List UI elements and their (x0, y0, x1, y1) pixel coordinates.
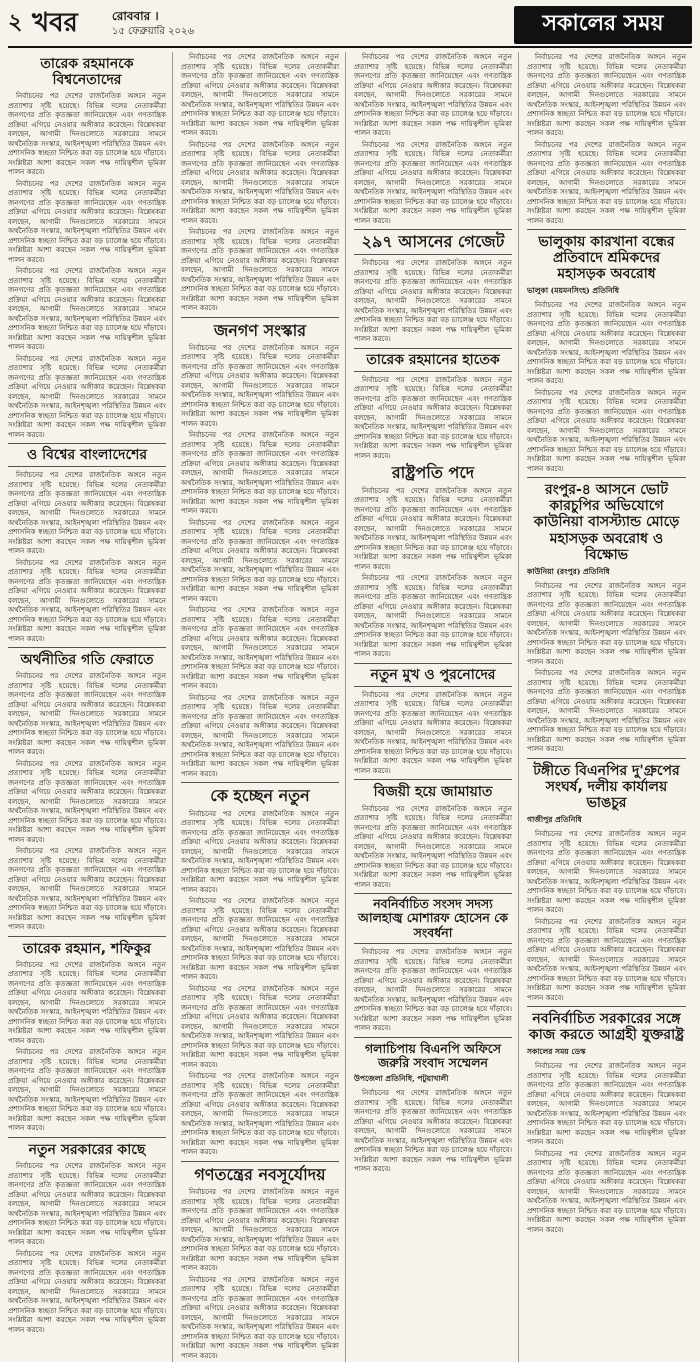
article-text: নির্বাচনের পর দেশের রাজনৈতিক অঙ্গনে নতুন প্রত্যাশার সৃষ্টি হয়েছে। বিভিন্ন দলের নেতাকর্মীরা জনগণের প্রতি কৃতজ্ঞতা জানিয়েছেন এবং গণতান্ত্রিক প্রক্রিয়া এগিয়ে নেওয়ার অঙ্গীকার করেছেন। বিশ্লেষকরা বলছেন, আগামী দিনগুলোতে সরকারের সামনে অর্থনৈতিক সংস্কার, আইনশৃঙ্খলা পরিস্থিতির উন্নয়ন এবং প্রশাসনিক স্বচ্ছতা নিশ্চিত করা বড় চ্যালেঞ্জ হয়ে দাঁড়াবে। সংশ্লিষ্টরা আশা করছেন সকল পক্ষ দায়িত্বশীল ভূমিকা পালন করবে। (8, 959, 166, 1045)
article-text: নির্বাচনের পর দেশের রাজনৈতিক অঙ্গনে নতুন প্রত্যাশার সৃষ্টি হয়েছে। বিভিন্ন দলের নেতাকর্মীরা জনগণের প্রতি কৃতজ্ঞতা জানিয়েছেন এবং গণতান্ত্রিক প্রক্রিয়া এগিয়ে নেওয়ার অঙ্গীকার করেছেন। বিশ্লেষকরা বলছেন, আগামী দিনগুলোতে সরকারের সামনে অর্থনৈতিক সংস্কার, আইনশৃঙ্খলা পরিস্থিতির উন্নয়ন এবং প্রশাসনিক স্বচ্ছতা নিশ্চিত করা বড় চ্যালেঞ্জ হয়ে দাঁড়াবে। সংশ্লিষ্টরা আশা করছেন সকল পক্ষ দায়িত্বশীল ভূমিকা পালন করবে। (354, 947, 512, 1033)
article-text: নির্বাচনের পর দেশের রাজনৈতিক অঙ্গনে নতুন প্রত্যাশার সৃষ্টি হয়েছে। বিভিন্ন দলের নেতাকর্মীরা জনগণের প্রতি কৃতজ্ঞতা জানিয়েছেন এবং গণতান্ত্রিক প্রক্রিয়া এগিয়ে নেওয়ার অঙ্গীকার করেছেন। বিশ্লেষকরা বলছেন, আগামী দিনগুলোতে সরকারের সামনে অর্থনৈতিক সংস্কার, আইনশৃঙ্খলা পরিস্থিতির উন্নয়ন এবং প্রশাসনিক স্বচ্ছতা নিশ্চিত করা বড় চ্যালেঞ্জ হয়ে দাঁড়াবে। সংশ্লিষ্টরা আশা করছেন সকল পক্ষ দায়িত্বশীল ভূমিকা পালন করবে। (354, 374, 512, 460)
headline: টঙ্গীতে বিএনপির দু'গ্রুপের সংঘর্ষ, দলীয় কার্যালয় ভাঙচুর (527, 758, 686, 811)
article-text: নির্বাচনের পর দেশের রাজনৈতিক অঙ্গনে নতুন প্রত্যাশার সৃষ্টি হয়েছে। বিভিন্ন দলের নেতাকর্মীরা জনগণের প্রতি কৃতজ্ঞতা জানিয়েছেন এবং গণতান্ত্রিক প্রক্রিয়া এগিয়ে নেওয়ার অঙ্গীকার করেছেন। বিশ্লেষকরা বলছেন, আগামী দিনগুলোতে সরকারের সামনে অর্থনৈতিক সংস্কার, আইনশৃঙ্খলা পরিস্থিতির উন্নয়ন এবং প্রশাসনিক স্বচ্ছতা নিশ্চিত করা বড় চ্যালেঞ্জ হয়ে দাঁড়াবে। সংশ্লিষ্টরা আশা করছেন সকল পক্ষ দায়িত্বশীল ভূমিকা পালন করবে। (527, 300, 686, 386)
article-text: নির্বাচনের পর দেশের রাজনৈতিক অঙ্গনে নতুন প্রত্যাশার সৃষ্টি হয়েছে। বিভিন্ন দলের নেতাকর্মীরা জনগণের প্রতি কৃতজ্ঞতা জানিয়েছেন এবং গণতান্ত্রিক প্রক্রিয়া এগিয়ে নেওয়ার অঙ্গীকার করেছেন। বিশ্লেষকরা বলছেন, আগামী দিনগুলোতে সরকারের সামনে অর্থনৈতিক সংস্কার, আইনশৃঙ্খলা পরিস্থিতির উন্নয়ন এবং প্রশাসনিক স্বচ্ছতা নিশ্চিত করা বড় চ্যালেঞ্জ হয়ে দাঁড়াবে। সংশ্লিষ্টরা আশা করছেন সকল পক্ষ দায়িত্বশীল ভূমিকা পালন করবে। (8, 470, 166, 556)
article-text: নির্বাচনের পর দেশের রাজনৈতিক অঙ্গনে নতুন প্রত্যাশার সৃষ্টি হয়েছে। বিভিন্ন দলের নেতাকর্মীরা জনগণের প্রতি কৃতজ্ঞতা জানিয়েছেন এবং গণতান্ত্রিক প্রক্রিয়া এগিয়ে নেওয়ার অঙ্গীকার করেছেন। বিশ্লেষকরা বলছেন, আগামী দিনগুলোতে সরকারের সামনে অর্থনৈতিক সংস্কার, আইনশৃঙ্খলা পরিস্থিতির উন্নয়ন এবং প্রশাসনিক স্বচ্ছতা নিশ্চিত করা বড় চ্যালেঞ্জ হয়ে দাঁড়াবে। সংশ্লিষ্টরা আশা করছেন সকল পক্ষ দায়িত্বশীল ভূমিকা পালন করবে। (8, 846, 166, 932)
article-text: নির্বাচনের পর দেশের রাজনৈতিক অঙ্গনে নতুন প্রত্যাশার সৃষ্টি হয়েছে। বিভিন্ন দলের নেতাকর্মীরা জনগণের প্রতি কৃতজ্ঞতা জানিয়েছেন এবং গণতান্ত্রিক প্রক্রিয়া এগিয়ে নেওয়ার অঙ্গীকার করেছেন। বিশ্লেষকরা বলছেন, আগামী দিনগুলোতে সরকারের সামনে অর্থনৈতিক সংস্কার, আইনশৃঙ্খলা পরিস্থিতির উন্নয়ন এবং প্রশাসনিক স্বচ্ছতা নিশ্চিত করা বড় চ্যালেঞ্জ হয়ে দাঁড়াবে। সংশ্লিষ্টরা আশা করছেন সকল পক্ষ দায়িত্বশীল ভূমিকা পালন করবে। (181, 430, 339, 516)
headline: গণতন্ত্রের নবসূর্যোদয় (181, 1161, 339, 1184)
column-2 (181, 52, 346, 1362)
headline: নবনির্বাচিত সরকারের সঙ্গে কাজ করতে আগ্রহী যুক্তরাষ্ট্র (527, 1006, 686, 1043)
article-text: নির্বাচনের পর দেশের রাজনৈতিক অঙ্গনে নতুন প্রত্যাশার সৃষ্টি হয়েছে। বিভিন্ন দলের নেতাকর্মীরা জনগণের প্রতি কৃতজ্ঞতা জানিয়েছেন এবং গণতান্ত্রিক প্রক্রিয়া এগিয়ে নেওয়ার অঙ্গীকার করেছেন। বিশ্লেষকরা বলছেন, আগামী দিনগুলোতে সরকারের সামনে অর্থনৈতিক সংস্কার, আইনশৃঙ্খলা পরিস্থিতির উন্নয়ন এবং প্রশাসনিক স্বচ্ছতা নিশ্চিত করা বড় চ্যালেঞ্জ হয়ে দাঁড়াবে। সংশ্লিষ্টরা আশা করছেন সকল পক্ষ দায়িত্বশীল ভূমিকা পালন করবে। (181, 983, 339, 1069)
headline: তারেক রহমানকে বিশ্বনেতাদের (40, 56, 134, 89)
article-text: নির্বাচনের পর দেশের রাজনৈতিক অঙ্গনে নতুন প্রত্যাশার সৃষ্টি হয়েছে। বিভিন্ন দলের নেতাকর্মীরা জনগণের প্রতি কৃতজ্ঞতা জানিয়েছেন এবং গণতান্ত্রিক প্রক্রিয়া এগিয়ে নেওয়ার অঙ্গীকার করেছেন। বিশ্লেষকরা বলছেন, আগামী দিনগুলোতে সরকারের সামনে অর্থনৈতিক সংস্কার, আইনশৃঙ্খলা পরিস্থিতির উন্নয়ন এবং প্রশাসনিক স্বচ্ছতা নিশ্চিত করা বড় চ্যালেঞ্জ হয়ে দাঁড়াবে। সংশ্লিষ্টরা আশা করছেন সকল পক্ষ দায়িত্বশীল ভূমিকা পালন করবে। (354, 1088, 512, 1174)
article-text: নির্বাচনের পর দেশের রাজনৈতিক অঙ্গনে নতুন প্রত্যাশার সৃষ্টি হয়েছে। বিভিন্ন দলের নেতাকর্মীরা জনগণের প্রতি কৃতজ্ঞতা জানিয়েছেন এবং গণতান্ত্রিক প্রক্রিয়া এগিয়ে নেওয়ার অঙ্গীকার করেছেন। বিশ্লেষকরা বলছেন, আগামী দিনগুলোতে সরকারের সামনে অর্থনৈতিক সংস্কার, আইনশৃঙ্খলা পরিস্থিতির উন্নয়ন এবং প্রশাসনিক স্বচ্ছতা নিশ্চিত করা বড় চ্যালেঞ্জ হয়ে দাঁড়াবে। সংশ্লিষ্টরা আশা করছেন সকল পক্ষ দায়িত্বশীল ভূমিকা পালন করবে। (8, 178, 166, 264)
headline: জনগণ সংস্কার (181, 317, 339, 340)
article-text: নির্বাচনের পর দেশের রাজনৈতিক অঙ্গনে নতুন প্রত্যাশার সৃষ্টি হয়েছে। বিভিন্ন দলের নেতাকর্মীরা জনগণের প্রতি কৃতজ্ঞতা জানিয়েছেন এবং গণতান্ত্রিক প্রক্রিয়া এগিয়ে নেওয়ার অঙ্গীকার করেছেন। বিশ্লেষকরা বলছেন, আগামী দিনগুলোতে সরকারের সামনে অর্থনৈতিক সংস্কার, আইনশৃঙ্খলা পরিস্থিতির উন্নয়ন এবং প্রশাসনিক স্বচ্ছতা নিশ্চিত করা বড় চ্যালেঞ্জ হয়ে দাঁড়াবে। সংশ্লিষ্টরা আশা করছেন সকল পক্ষ দায়িত্বশীল ভূমিকা পালন করবে। (527, 668, 686, 754)
article-text: নির্বাচনের পর দেশের রাজনৈতিক অঙ্গনে নতুন প্রত্যাশার সৃষ্টি হয়েছে। বিভিন্ন দলের নেতাকর্মীরা জনগণের প্রতি কৃতজ্ঞতা জানিয়েছেন এবং গণতান্ত্রিক প্রক্রিয়া এগিয়ে নেওয়ার অঙ্গীকার করেছেন। বিশ্লেষকরা বলছেন, আগামী দিনগুলোতে সরকারের সামনে অর্থনৈতিক সংস্কার, আইনশৃঙ্খলা পরিস্থিতির উন্নয়ন এবং প্রশাসনিক স্বচ্ছতা নিশ্চিত করা বড় চ্যালেঞ্জ হয়ে দাঁড়াবে। সংশ্লিষ্টরা আশা করছেন সকল পক্ষ দায়িত্বশীল ভূমিকা পালন করবে। (8, 758, 166, 844)
byline: কাউনিয়া (রংপুর) প্রতিনিধি (527, 566, 610, 576)
byline: গাজীপুর প্রতিনিধি (527, 815, 582, 825)
article-text: নির্বাচনের পর দেশের রাজনৈতিক অঙ্গনে নতুন প্রত্যাশার সৃষ্টি হয়েছে। বিভিন্ন দলের নেতাকর্মীরা জনগণের প্রতি কৃতজ্ঞতা জানিয়েছেন এবং গণতান্ত্রিক প্রক্রিয়া এগিয়ে নেওয়ার অঙ্গীকার করেছেন। বিশ্লেষকরা বলছেন, আগামী দিনগুলোতে সরকারের সামনে অর্থনৈতিক সংস্কার, আইনশৃঙ্খলা পরিস্থিতির উন্নয়ন এবং প্রশাসনিক স্বচ্ছতা নিশ্চিত করা বড় চ্যালেঞ্জ হয়ে দাঁড়াবে। সংশ্লিষ্টরা আশা করছেন সকল পক্ষ দায়িত্বশীল ভূমিকা পালন করবে। (354, 139, 512, 225)
article-text: নির্বাচনের পর দেশের রাজনৈতিক অঙ্গনে নতুন প্রত্যাশার সৃষ্টি হয়েছে। বিভিন্ন দলের নেতাকর্মীরা জনগণের প্রতি কৃতজ্ঞতা জানিয়েছেন এবং গণতান্ত্রিক প্রক্রিয়া এগিয়ে নেওয়ার অঙ্গীকার করেছেন। বিশ্লেষকরা বলছেন, আগামী দিনগুলোতে সরকারের সামনে অর্থনৈতিক সংস্কার, আইনশৃঙ্খলা পরিস্থিতির উন্নয়ন এবং প্রশাসনিক স্বচ্ছতা নিশ্চিত করা বড় চ্যালেঞ্জ হয়ে দাঁড়াবে। সংশ্লিষ্টরা আশা করছেন সকল পক্ষ দায়িত্বশীল ভূমিকা পালন করবে। (181, 896, 339, 982)
masthead (8, 6, 692, 48)
article-text: নির্বাচনের পর দেশের রাজনৈতিক অঙ্গনে নতুন প্রত্যাশার সৃষ্টি হয়েছে। বিভিন্ন দলের নেতাকর্মীরা জনগণের প্রতি কৃতজ্ঞতা জানিয়েছেন এবং গণতান্ত্রিক প্রক্রিয়া এগিয়ে নেওয়ার অঙ্গীকার করেছেন। বিশ্লেষকরা বলছেন, আগামী দিনগুলোতে সরকারের সামনে অর্থনৈতিক সংস্কার, আইনশৃঙ্খলা পরিস্থিতির উন্নয়ন এবং প্রশাসনিক স্বচ্ছতা নিশ্চিত করা বড় চ্যালেঞ্জ হয়ে দাঁড়াবে। সংশ্লিষ্টরা আশা করছেন সকল পক্ষ দায়িত্বশীল ভূমিকা পালন করবে। (8, 671, 166, 757)
article-text: নির্বাচনের পর দেশের রাজনৈতিক অঙ্গনে নতুন প্রত্যাশার সৃষ্টি হয়েছে। বিভিন্ন দলের নেতাকর্মীরা জনগণের প্রতি কৃতজ্ঞতা জানিয়েছেন এবং গণতান্ত্রিক প্রক্রিয়া এগিয়ে নেওয়ার অঙ্গীকার করেছেন। বিশ্লেষকরা বলছেন, আগামী দিনগুলোতে সরকারের সামনে অর্থনৈতিক সংস্কার, আইনশৃঙ্খলা পরিস্থিতির উন্নয়ন এবং প্রশাসনিক স্বচ্ছতা নিশ্চিত করা বড় চ্যালেঞ্জ হয়ে দাঁড়াবে। সংশ্লিষ্টরা আশা করছেন সকল পক্ষ দায়িত্বশীল ভূমিকা পালন করবে। (354, 485, 512, 571)
section-title: খবর (32, 8, 78, 38)
article-text: নির্বাচনের পর দেশের রাজনৈতিক অঙ্গনে নতুন প্রত্যাশার সৃষ্টি হয়েছে। বিভিন্ন দলের নেতাকর্মীরা জনগণের প্রতি কৃতজ্ঞতা জানিয়েছেন এবং গণতান্ত্রিক প্রক্রিয়া এগিয়ে নেওয়ার অঙ্গীকার করেছেন। বিশ্লেষকরা বলছেন, আগামী দিনগুলোতে সরকারের সামনে অর্থনৈতিক সংস্কার, আইনশৃঙ্খলা পরিস্থিতির উন্নয়ন এবং প্রশাসনিক স্বচ্ছতা নিশ্চিত করা বড় চ্যালেঞ্জ হয়ে দাঁড়াবে। সংশ্লিষ্টরা আশা করছেন সকল পক্ষ দায়িত্বশীল ভূমিকা পালন করবে। (527, 580, 686, 666)
byline: উপজেলা প্রতিনিধি, পটুয়াখালী (354, 1074, 449, 1084)
headline: নতুন সরকারের কাছে (8, 1137, 166, 1158)
byline: সকালের সময় ডেস্ক (527, 1047, 586, 1057)
article-text: নির্বাচনের পর দেশের রাজনৈতিক অঙ্গনে নতুন প্রত্যাশার সৃষ্টি হয়েছে। বিভিন্ন দলের নেতাকর্মীরা জনগণের প্রতি কৃতজ্ঞতা জানিয়েছেন এবং গণতান্ত্রিক প্রক্রিয়া এগিয়ে নেওয়ার অঙ্গীকার করেছেন। বিশ্লেষকরা বলছেন, আগামী দিনগুলোতে সরকারের সামনে অর্থনৈতিক সংস্কার, আইনশৃঙ্খলা পরিস্থিতির উন্নয়ন এবং প্রশাসনিক স্বচ্ছতা নিশ্চিত করা বড় চ্যালেঞ্জ হয়ে দাঁড়াবে। সংশ্লিষ্টরা আশা করছেন সকল পক্ষ দায়িত্বশীল ভূমিকা পালন করবে। (527, 829, 686, 915)
day-label: রোববার । (111, 9, 159, 23)
article-text: নির্বাচনের পর দেশের রাজনৈতিক অঙ্গনে নতুন প্রত্যাশার সৃষ্টি হয়েছে। বিভিন্ন দলের নেতাকর্মীরা জনগণের প্রতি কৃতজ্ঞতা জানিয়েছেন এবং গণতান্ত্রিক প্রক্রিয়া এগিয়ে নেওয়ার অঙ্গীকার করেছেন। বিশ্লেষকরা বলছেন, আগামী দিনগুলোতে সরকারের সামনে অর্থনৈতিক সংস্কার, আইনশৃঙ্খলা পরিস্থিতির উন্নয়ন এবং প্রশাসনিক স্বচ্ছতা নিশ্চিত করা বড় চ্যালেঞ্জ হয়ে দাঁড়াবে। সংশ্লিষ্টরা আশা করছেন সকল পক্ষ দায়িত্বশীল ভূমিকা পালন করবে। (8, 266, 166, 352)
article-text: নির্বাচনের পর দেশের রাজনৈতিক অঙ্গনে নতুন প্রত্যাশার সৃষ্টি হয়েছে। বিভিন্ন দলের নেতাকর্মীরা জনগণের প্রতি কৃতজ্ঞতা জানিয়েছেন এবং গণতান্ত্রিক প্রক্রিয়া এগিয়ে নেওয়ার অঙ্গীকার করেছেন। বিশ্লেষকরা বলছেন, আগামী দিনগুলোতে সরকারের সামনে অর্থনৈতিক সংস্কার, আইনশৃঙ্খলা পরিস্থিতির উন্নয়ন এবং প্রশাসনিক স্বচ্ছতা নিশ্চিত করা বড় চ্যালেঞ্জ হয়ে দাঁড়াবে। সংশ্লিষ্টরা আশা করছেন সকল পক্ষ দায়িত্বশীল ভূমিকা পালন করবে। (181, 692, 339, 778)
article-text: নির্বাচনের পর দেশের রাজনৈতিক অঙ্গনে নতুন প্রত্যাশার সৃষ্টি হয়েছে। বিভিন্ন দলের নেতাকর্মীরা জনগণের প্রতি কৃতজ্ঞতা জানিয়েছেন এবং গণতান্ত্রিক প্রক্রিয়া এগিয়ে নেওয়ার অঙ্গীকার করেছেন। বিশ্লেষকরা বলছেন, আগামী দিনগুলোতে সরকারের সামনে অর্থনৈতিক সংস্কার, আইনশৃঙ্খলা পরিস্থিতির উন্নয়ন এবং প্রশাসনিক স্বচ্ছতা নিশ্চিত করা বড় চ্যালেঞ্জ হয়ে দাঁড়াবে। সংশ্লিষ্টরা আশা করছেন সকল পক্ষ দায়িত্বশীল ভূমিকা পালন করবে। (527, 52, 686, 137)
date-label: ১৫ ফেব্রুয়ারি ২০২৬ (111, 26, 195, 37)
headline: কে হচ্ছেন নতুন (181, 782, 339, 805)
article-text: নির্বাচনের পর দেশের রাজনৈতিক অঙ্গনে নতুন প্রত্যাশার সৃষ্টি হয়েছে। বিভিন্ন দলের নেতাকর্মীরা জনগণের প্রতি কৃতজ্ঞতা জানিয়েছেন এবং গণতান্ত্রিক প্রক্রিয়া এগিয়ে নেওয়ার অঙ্গীকার করেছেন। বিশ্লেষকরা বলছেন, আগামী দিনগুলোতে সরকারের সামনে অর্থনৈতিক সংস্কার, আইনশৃঙ্খলা পরিস্থিতির উন্নয়ন এবং প্রশাসনিক স্বচ্ছতা নিশ্চিত করা বড় চ্যালেঞ্জ হয়ে দাঁড়াবে। সংশ্লিষ্টরা আশা করছেন সকল পক্ষ দায়িত্বশীল ভূমিকা পালন করবে। (181, 605, 339, 691)
article-text: নির্বাচনের পর দেশের রাজনৈতিক অঙ্গনে নতুন প্রত্যাশার সৃষ্টি হয়েছে। বিভিন্ন দলের নেতাকর্মীরা জনগণের প্রতি কৃতজ্ঞতা জানিয়েছেন এবং গণতান্ত্রিক প্রক্রিয়া এগিয়ে নেওয়ার অঙ্গীকার করেছেন। বিশ্লেষকরা বলছেন, আগামী দিনগুলোতে সরকারের সামনে অর্থনৈতিক সংস্কার, আইনশৃঙ্খলা পরিস্থিতির উন্নয়ন এবং প্রশাসনিক স্বচ্ছতা নিশ্চিত করা বড় চ্যালেঞ্জ হয়ে দাঁড়াবে। সংশ্লিষ্টরা আশা করছেন সকল পক্ষ দায়িত্বশীল ভূমিকা পালন করবে। (527, 1061, 686, 1147)
dateline (112, 6, 514, 46)
article-text: নির্বাচনের পর দেশের রাজনৈতিক অঙ্গনে নতুন প্রত্যাশার সৃষ্টি হয়েছে। বিভিন্ন দলের নেতাকর্মীরা জনগণের প্রতি কৃতজ্ঞতা জানিয়েছেন এবং গণতান্ত্রিক প্রক্রিয়া এগিয়ে নেওয়ার অঙ্গীকার করেছেন। বিশ্লেষকরা বলছেন, আগামী দিনগুলোতে সরকারের সামনে অর্থনৈতিক সংস্কার, আইনশৃঙ্খলা পরিস্থিতির উন্নয়ন এবং প্রশাসনিক স্বচ্ছতা নিশ্চিত করা বড় চ্যালেঞ্জ হয়ে দাঁড়াবে। সংশ্লিষ্টরা আশা করছেন সকল পক্ষ দায়িত্বশীল ভূমিকা পালন করবে। (181, 517, 339, 603)
article-text: নির্বাচনের পর দেশের রাজনৈতিক অঙ্গনে নতুন প্রত্যাশার সৃষ্টি হয়েছে। বিভিন্ন দলের নেতাকর্মীরা জনগণের প্রতি কৃতজ্ঞতা জানিয়েছেন এবং গণতান্ত্রিক প্রক্রিয়া এগিয়ে নেওয়ার অঙ্গীকার করেছেন। বিশ্লেষকরা বলছেন, আগামী দিনগুলোতে সরকারের সামনে অর্থনৈতিক সংস্কার, আইনশৃঙ্খলা পরিস্থিতির উন্নয়ন এবং প্রশাসনিক স্বচ্ছতা নিশ্চিত করা বড় চ্যালেঞ্জ হয়ে দাঁড়াবে। সংশ্লিষ্টরা আশা করছেন সকল পক্ষ দায়িত্বশীল ভূমিকা পালন করবে। (354, 52, 512, 137)
article-text: নির্বাচনের পর দেশের রাজনৈতিক অঙ্গনে নতুন প্রত্যাশার সৃষ্টি হয়েছে। বিভিন্ন দলের নেতাকর্মীরা জনগণের প্রতি কৃতজ্ঞতা জানিয়েছেন এবং গণতান্ত্রিক প্রক্রিয়া এগিয়ে নেওয়ার অঙ্গীকার করেছেন। বিশ্লেষকরা বলছেন, আগামী দিনগুলোতে সরকারের সামনে অর্থনৈতিক সংস্কার, আইনশৃঙ্খলা পরিস্থিতির উন্নয়ন এবং প্রশাসনিক স্বচ্ছতা নিশ্চিত করা বড় চ্যালেঞ্জ হয়ে দাঁড়াবে। সংশ্লিষ্টরা আশা করছেন সকল পক্ষ দায়িত্বশীল ভূমিকা পালন করবে। (8, 1248, 166, 1334)
article-text: নির্বাচনের পর দেশের রাজনৈতিক অঙ্গনে নতুন প্রত্যাশার সৃষ্টি হয়েছে। বিভিন্ন দলের নেতাকর্মীরা জনগণের প্রতি কৃতজ্ঞতা জানিয়েছেন এবং গণতান্ত্রিক প্রক্রিয়া এগিয়ে নেওয়ার অঙ্গীকার করেছেন। বিশ্লেষকরা বলছেন, আগামী দিনগুলোতে সরকারের সামনে অর্থনৈতিক সংস্কার, আইনশৃঙ্খলা পরিস্থিতির উন্নয়ন এবং প্রশাসনিক স্বচ্ছতা নিশ্চিত করা বড় চ্যালেঞ্জ হয়ে দাঁড়াবে। সংশ্লিষ্টরা আশা করছেন সকল পক্ষ দায়িত্বশীল ভূমিকা পালন করবে। (527, 1148, 686, 1234)
headline: রংপুর-৪ আসনে ভোট কারচুপির অভিযোগে কাউনিয়া বাসস্ট্যান্ড মোড়ে মহাসড়ক অবরোধ ও বিক্ষোভ (527, 477, 686, 562)
headline: ও বিশ্বের বাংলাদেশের (8, 443, 166, 467)
article-text: নির্বাচনের পর দেশের রাজনৈতিক অঙ্গনে নতুন প্রত্যাশার সৃষ্টি হয়েছে। বিভিন্ন দলের নেতাকর্মীরা জনগণের প্রতি কৃতজ্ঞতা জানিয়েছেন এবং গণতান্ত্রিক প্রক্রিয়া এগিয়ে নেওয়ার অঙ্গীকার করেছেন। বিশ্লেষকরা বলছেন, আগামী দিনগুলোতে সরকারের সামনে অর্থনৈতিক সংস্কার, আইনশৃঙ্খলা পরিস্থিতির উন্নয়ন এবং প্রশাসনিক স্বচ্ছতা নিশ্চিত করা বড় চ্যালেঞ্জ হয়ে দাঁড়াবে। সংশ্লিষ্টরা আশা করছেন সকল পক্ষ দায়িত্বশীল ভূমিকা পালন করবে। (8, 557, 166, 643)
article-text: নির্বাচনের পর দেশের রাজনৈতিক অঙ্গনে নতুন প্রত্যাশার সৃষ্টি হয়েছে। বিভিন্ন দলের নেতাকর্মীরা জনগণের প্রতি কৃতজ্ঞতা জানিয়েছেন এবং গণতান্ত্রিক প্রক্রিয়া এগিয়ে নেওয়ার অঙ্গীকার করেছেন। বিশ্লেষকরা বলছেন, আগামী দিনগুলোতে সরকারের সামনে অর্থনৈতিক সংস্কার, আইনশৃঙ্খলা পরিস্থিতির উন্নয়ন এবং প্রশাসনিক স্বচ্ছতা নিশ্চিত করা বড় চ্যালেঞ্জ হয়ে দাঁড়াবে। সংশ্লিষ্টরা আশা করছেন সকল পক্ষ দায়িত্বশীল ভূমিকা পালন করবে। (354, 689, 512, 775)
newspaper-logo: সকালের সময় (514, 6, 692, 44)
headline: ২৯৭ আসনের গেজেট (354, 229, 512, 255)
headline: তারেক রহমানের হাতেক (354, 348, 512, 372)
headline: নতুন মুখ ও পুরনোদের (354, 663, 512, 687)
article-text: নির্বাচনের পর দেশের রাজনৈতিক অঙ্গনে নতুন প্রত্যাশার সৃষ্টি হয়েছে। বিভিন্ন দলের নেতাকর্মীরা জনগণের প্রতি কৃতজ্ঞতা জানিয়েছেন এবং গণতান্ত্রিক প্রক্রিয়া এগিয়ে নেওয়ার অঙ্গীকার করেছেন। বিশ্লেষকরা বলছেন, আগামী দিনগুলোতে সরকারের সামনে অর্থনৈতিক সংস্কার, আইনশৃঙ্খলা পরিস্থিতির উন্নয়ন এবং প্রশাসনিক স্বচ্ছতা নিশ্চিত করা বড় চ্যালেঞ্জ হয়ে দাঁড়াবে। সংশ্লিষ্টরা আশা করছেন সকল পক্ষ দায়িত্বশীল ভূমিকা পালন করবে। (181, 139, 339, 225)
article-text: নির্বাচনের পর দেশের রাজনৈতিক অঙ্গনে নতুন প্রত্যাশার সৃষ্টি হয়েছে। বিভিন্ন দলের নেতাকর্মীরা জনগণের প্রতি কৃতজ্ঞতা জানিয়েছেন এবং গণতান্ত্রিক প্রক্রিয়া এগিয়ে নেওয়ার অঙ্গীকার করেছেন। বিশ্লেষকরা বলছেন, আগামী দিনগুলোতে সরকারের সামনে অর্থনৈতিক সংস্কার, আইনশৃঙ্খলা পরিস্থিতির উন্নয়ন এবং প্রশাসনিক স্বচ্ছতা নিশ্চিত করা বড় চ্যালেঞ্জ হয়ে দাঁড়াবে। সংশ্লিষ্টরা আশা করছেন সকল পক্ষ দায়িত্বশীল ভূমিকা পালন করবে। (181, 52, 339, 137)
article-text: নির্বাচনের পর দেশের রাজনৈতিক অঙ্গনে নতুন প্রত্যাশার সৃষ্টি হয়েছে। বিভিন্ন দলের নেতাকর্মীরা জনগণের প্রতি কৃতজ্ঞতা জানিয়েছেন এবং গণতান্ত্রিক প্রক্রিয়া এগিয়ে নেওয়ার অঙ্গীকার করেছেন। বিশ্লেষকরা বলছেন, আগামী দিনগুলোতে সরকারের সামনে অর্থনৈতিক সংস্কার, আইনশৃঙ্খলা পরিস্থিতির উন্নয়ন এবং প্রশাসনিক স্বচ্ছতা নিশ্চিত করা বড় চ্যালেঞ্জ হয়ে দাঁড়াবে। সংশ্লিষ্টরা আশা করছেন সকল পক্ষ দায়িত্বশীল ভূমিকা পালন করবে। (181, 1187, 339, 1273)
article-text: নির্বাচনের পর দেশের রাজনৈতিক অঙ্গনে নতুন প্রত্যাশার সৃষ্টি হয়েছে। বিভিন্ন দলের নেতাকর্মীরা জনগণের প্রতি কৃতজ্ঞতা জানিয়েছেন এবং গণতান্ত্রিক প্রক্রিয়া এগিয়ে নেওয়ার অঙ্গীকার করেছেন। বিশ্লেষকরা বলছেন, আগামী দিনগুলোতে সরকারের সামনে অর্থনৈতিক সংস্কার, আইনশৃঙ্খলা পরিস্থিতির উন্নয়ন এবং প্রশাসনিক স্বচ্ছতা নিশ্চিত করা বড় চ্যালেঞ্জ হয়ে দাঁড়াবে। সংশ্লিষ্টরা আশা করছেন সকল পক্ষ দায়িত্বশীল ভূমিকা পালন করবে। (181, 808, 339, 894)
article-text: নির্বাচনের পর দেশের রাজনৈতিক অঙ্গনে নতুন প্রত্যাশার সৃষ্টি হয়েছে। বিভিন্ন দলের নেতাকর্মীরা জনগণের প্রতি কৃতজ্ঞতা জানিয়েছেন এবং গণতান্ত্রিক প্রক্রিয়া এগিয়ে নেওয়ার অঙ্গীকার করেছেন। বিশ্লেষকরা বলছেন, আগামী দিনগুলোতে সরকারের সামনে অর্থনৈতিক সংস্কার, আইনশৃঙ্খলা পরিস্থিতির উন্নয়ন এবং প্রশাসনিক স্বচ্ছতা নিশ্চিত করা বড় চ্যালেঞ্জ হয়ে দাঁড়াবে। সংশ্লিষ্টরা আশা করছেন সকল পক্ষ দায়িত্বশীল ভূমিকা পালন করবে। (527, 916, 686, 1002)
headline: ভালুকায় কারখানা বন্ধের প্রতিবাদে শ্রমিকদের মহাসড়ক অবরোধ (527, 229, 686, 282)
headline: তারেক রহমান, শফিকুর (8, 936, 166, 957)
article-text: নির্বাচনের পর দেশের রাজনৈতিক অঙ্গনে নতুন প্রত্যাশার সৃষ্টি হয়েছে। বিভিন্ন দলের নেতাকর্মীরা জনগণের প্রতি কৃতজ্ঞতা জানিয়েছেন এবং গণতান্ত্রিক প্রক্রিয়া এগিয়ে নেওয়ার অঙ্গীকার করেছেন। বিশ্লেষকরা বলছেন, আগামী দিনগুলোতে সরকারের সামনে অর্থনৈতিক সংস্কার, আইনশৃঙ্খলা পরিস্থিতির উন্নয়ন এবং প্রশাসনিক স্বচ্ছতা নিশ্চিত করা বড় চ্যালেঞ্জ হয়ে দাঁড়াবে। সংশ্লিষ্টরা আশা করছেন সকল পক্ষ দায়িত্বশীল ভূমিকা পালন করবে। (354, 803, 512, 889)
article-text: নির্বাচনের পর দেশের রাজনৈতিক অঙ্গনে নতুন প্রত্যাশার সৃষ্টি হয়েছে। বিভিন্ন দলের নেতাকর্মীরা জনগণের প্রতি কৃতজ্ঞতা জানিয়েছেন এবং গণতান্ত্রিক প্রক্রিয়া এগিয়ে নেওয়ার অঙ্গীকার করেছেন। বিশ্লেষকরা বলছেন, আগামী দিনগুলোতে সরকারের সামনে অর্থনৈতিক সংস্কার, আইনশৃঙ্খলা পরিস্থিতির উন্নয়ন এবং প্রশাসনিক স্বচ্ছতা নিশ্চিত করা বড় চ্যালেঞ্জ হয়ে দাঁড়াবে। সংশ্লিষ্টরা আশা করছেন সকল পক্ষ দায়িত্বশীল ভূমিকা পালন করবে। (181, 1071, 339, 1157)
article-text: নির্বাচনের পর দেশের রাজনৈতিক অঙ্গনে নতুন প্রত্যাশার সৃষ্টি হয়েছে। বিভিন্ন দলের নেতাকর্মীরা জনগণের প্রতি কৃতজ্ঞতা জানিয়েছেন এবং গণতান্ত্রিক প্রক্রিয়া এগিয়ে নেওয়ার অঙ্গীকার করেছেন। বিশ্লেষকরা বলছেন, আগামী দিনগুলোতে সরকারের সামনে অর্থনৈতিক সংস্কার, আইনশৃঙ্খলা পরিস্থিতির উন্নয়ন এবং প্রশাসনিক স্বচ্ছতা নিশ্চিত করা বড় চ্যালেঞ্জ হয়ে দাঁড়াবে। সংশ্লিষ্টরা আশা করছেন সকল পক্ষ দায়িত্বশীল ভূমিকা পালন করবে। (181, 1274, 339, 1360)
article-text: নির্বাচনের পর দেশের রাজনৈতিক অঙ্গনে নতুন প্রত্যাশার সৃষ্টি হয়েছে। বিভিন্ন দলের নেতাকর্মীরা জনগণের প্রতি কৃতজ্ঞতা জানিয়েছেন এবং গণতান্ত্রিক প্রক্রিয়া এগিয়ে নেওয়ার অঙ্গীকার করেছেন। বিশ্লেষকরা বলছেন, আগামী দিনগুলোতে সরকারের সামনে অর্থনৈতিক সংস্কার, আইনশৃঙ্খলা পরিস্থিতির উন্নয়ন এবং প্রশাসনিক স্বচ্ছতা নিশ্চিত করা বড় চ্যালেঞ্জ হয়ে দাঁড়াবে। সংশ্লিষ্টরা আশা করছেন সকল পক্ষ দায়িত্বশীল ভূমিকা পালন করবে। (8, 353, 166, 439)
article-text: নির্বাচনের পর দেশের রাজনৈতিক অঙ্গনে নতুন প্রত্যাশার সৃষ্টি হয়েছে। বিভিন্ন দলের নেতাকর্মীরা জনগণের প্রতি কৃতজ্ঞতা জানিয়েছেন এবং গণতান্ত্রিক প্রক্রিয়া এগিয়ে নেওয়ার অঙ্গীকার করেছেন। বিশ্লেষকরা বলছেন, আগামী দিনগুলোতে সরকারের সামনে অর্থনৈতিক সংস্কার, আইনশৃঙ্খলা পরিস্থিতির উন্নয়ন এবং প্রশাসনিক স্বচ্ছতা নিশ্চিত করা বড় চ্যালেঞ্জ হয়ে দাঁড়াবে। সংশ্লিষ্টরা আশা করছেন সকল পক্ষ দায়িত্বশীল ভূমিকা পালন করবে। (181, 342, 339, 428)
article-text: নির্বাচনের পর দেশের রাজনৈতিক অঙ্গনে নতুন প্রত্যাশার সৃষ্টি হয়েছে। বিভিন্ন দলের নেতাকর্মীরা জনগণের প্রতি কৃতজ্ঞতা জানিয়েছেন এবং গণতান্ত্রিক প্রক্রিয়া এগিয়ে নেওয়ার অঙ্গীকার করেছেন। বিশ্লেষকরা বলছেন, আগামী দিনগুলোতে সরকারের সামনে অর্থনৈতিক সংস্কার, আইনশৃঙ্খলা পরিস্থিতির উন্নয়ন এবং প্রশাসনিক স্বচ্ছতা নিশ্চিত করা বড় চ্যালেঞ্জ হয়ে দাঁড়াবে। সংশ্লিষ্টরা আশা করছেন সকল পক্ষ দায়িত্বশীল ভূমিকা পালন করবে। (527, 139, 686, 225)
column-4 (527, 52, 692, 1362)
headline: বিজয়ী হয়ে জামায়াত (354, 779, 512, 800)
article-text: নির্বাচনের পর দেশের রাজনৈতিক অঙ্গনে নতুন প্রত্যাশার সৃষ্টি হয়েছে। বিভিন্ন দলের নেতাকর্মীরা জনগণের প্রতি কৃতজ্ঞতা জানিয়েছেন এবং গণতান্ত্রিক প্রক্রিয়া এগিয়ে নেওয়ার অঙ্গীকার করেছেন। বিশ্লেষকরা বলছেন, আগামী দিনগুলোতে সরকারের সামনে অর্থনৈতিক সংস্কার, আইনশৃঙ্খলা পরিস্থিতির উন্নয়ন এবং প্রশাসনিক স্বচ্ছতা নিশ্চিত করা বড় চ্যালেঞ্জ হয়ে দাঁড়াবে। সংশ্লিষ্টরা আশা করছেন সকল পক্ষ দায়িত্বশীল ভূমিকা পালন করবে। (354, 258, 512, 344)
article-text: নির্বাচনের পর দেশের রাজনৈতিক অঙ্গনে নতুন প্রত্যাশার সৃষ্টি হয়েছে। বিভিন্ন দলের নেতাকর্মীরা জনগণের প্রতি কৃতজ্ঞতা জানিয়েছেন এবং গণতান্ত্রিক প্রক্রিয়া এগিয়ে নেওয়ার অঙ্গীকার করেছেন। বিশ্লেষকরা বলছেন, আগামী দিনগুলোতে সরকারের সামনে অর্থনৈতিক সংস্কার, আইনশৃঙ্খলা পরিস্থিতির উন্নয়ন এবং প্রশাসনিক স্বচ্ছতা নিশ্চিত করা বড় চ্যালেঞ্জ হয়ে দাঁড়াবে। সংশ্লিষ্টরা আশা করছেন সকল পক্ষ দায়িত্বশীল ভূমিকা পালন করবে। (8, 1047, 166, 1133)
article-text: নির্বাচনের পর দেশের রাজনৈতিক অঙ্গনে নতুন প্রত্যাশার সৃষ্টি হয়েছে। বিভিন্ন দলের নেতাকর্মীরা জনগণের প্রতি কৃতজ্ঞতা জানিয়েছেন এবং গণতান্ত্রিক প্রক্রিয়া এগিয়ে নেওয়ার অঙ্গীকার করেছেন। বিশ্লেষকরা বলছেন, আগামী দিনগুলোতে সরকারের সামনে অর্থনৈতিক সংস্কার, আইনশৃঙ্খলা পরিস্থিতির উন্নয়ন এবং প্রশাসনিক স্বচ্ছতা নিশ্চিত করা বড় চ্যালেঞ্জ হয়ে দাঁড়াবে। সংশ্লিষ্টরা আশা করছেন সকল পক্ষ দায়িত্বশীল ভূমিকা পালন করবে। (8, 1161, 166, 1247)
article-text: নির্বাচনের পর দেশের রাজনৈতিক অঙ্গনে নতুন প্রত্যাশার সৃষ্টি হয়েছে। বিভিন্ন দলের নেতাকর্মীরা জনগণের প্রতি কৃতজ্ঞতা জানিয়েছেন এবং গণতান্ত্রিক প্রক্রিয়া এগিয়ে নেওয়ার অঙ্গীকার করেছেন। বিশ্লেষকরা বলছেন, আগামী দিনগুলোতে সরকারের সামনে অর্থনৈতিক সংস্কার, আইনশৃঙ্খলা পরিস্থিতির উন্নয়ন এবং প্রশাসনিক স্বচ্ছতা নিশ্চিত করা বড় চ্যালেঞ্জ হয়ে দাঁড়াবে। সংশ্লিষ্টরা আশা করছেন সকল পক্ষ দায়িত্বশীল ভূমিকা পালন করবে। (354, 573, 512, 659)
article-text: নির্বাচনের পর দেশের রাজনৈতিক অঙ্গনে নতুন প্রত্যাশার সৃষ্টি হয়েছে। বিভিন্ন দলের নেতাকর্মীরা জনগণের প্রতি কৃতজ্ঞতা জানিয়েছেন এবং গণতান্ত্রিক প্রক্রিয়া এগিয়ে নেওয়ার অঙ্গীকার করেছেন। বিশ্লেষকরা বলছেন, আগামী দিনগুলোতে সরকারের সামনে অর্থনৈতিক সংস্কার, আইনশৃঙ্খলা পরিস্থিতির উন্নয়ন এবং প্রশাসনিক স্বচ্ছতা নিশ্চিত করা বড় চ্যালেঞ্জ হয়ে দাঁড়াবে। সংশ্লিষ্টরা আশা করছেন সকল পক্ষ দায়িত্বশীল ভূমিকা পালন করবে। (527, 387, 686, 473)
headline: নবনির্বাচিত সংসদ সদস্য আলহাজ্ব মোশারফ হোসেন কে সংবর্ধনা (354, 893, 512, 944)
article-grid (8, 52, 692, 1360)
byline: ভালুকা (ময়মনসিংহ) প্রতিনিধি (527, 286, 620, 296)
headline: অর্থনীতির গতি ফেরাতে (8, 647, 166, 668)
headline: গলাচিপায় বিএনপি অফিসে জরুরি সংবাদ সম্মেলন (354, 1037, 512, 1071)
column-1 (8, 52, 173, 1362)
page-number: ২ (8, 10, 23, 35)
article-text: নির্বাচনের পর দেশের রাজনৈতিক অঙ্গনে নতুন প্রত্যাশার সৃষ্টি হয়েছে। বিভিন্ন দলের নেতাকর্মীরা জনগণের প্রতি কৃতজ্ঞতা জানিয়েছেন এবং গণতান্ত্রিক প্রক্রিয়া এগিয়ে নেওয়ার অঙ্গীকার করেছেন। বিশ্লেষকরা বলছেন, আগামী দিনগুলোতে সরকারের সামনে অর্থনৈতিক সংস্কার, আইনশৃঙ্খলা পরিস্থিতির উন্নয়ন এবং প্রশাসনিক স্বচ্ছতা নিশ্চিত করা বড় চ্যালেঞ্জ হয়ে দাঁড়াবে। সংশ্লিষ্টরা আশা করছেন সকল পক্ষ দায়িত্বশীল ভূমিকা পালন করবে। (181, 227, 339, 312)
column-3 (354, 52, 519, 1362)
headline: রাষ্ট্রপতি পদে (391, 463, 475, 483)
article-text: নির্বাচনের পর দেশের রাজনৈতিক অঙ্গনে নতুন প্রত্যাশার সৃষ্টি হয়েছে। বিভিন্ন দলের নেতাকর্মীরা জনগণের প্রতি কৃতজ্ঞতা জানিয়েছেন এবং গণতান্ত্রিক প্রক্রিয়া এগিয়ে নেওয়ার অঙ্গীকার করেছেন। বিশ্লেষকরা বলছেন, আগামী দিনগুলোতে সরকারের সামনে অর্থনৈতিক সংস্কার, আইনশৃঙ্খলা পরিস্থিতির উন্নয়ন এবং প্রশাসনিক স্বচ্ছতা নিশ্চিত করা বড় চ্যালেঞ্জ হয়ে দাঁড়াবে। সংশ্লিষ্টরা আশা করছেন সকল পক্ষ দায়িত্বশীল ভূমিকা পালন করবে। (8, 91, 166, 177)
